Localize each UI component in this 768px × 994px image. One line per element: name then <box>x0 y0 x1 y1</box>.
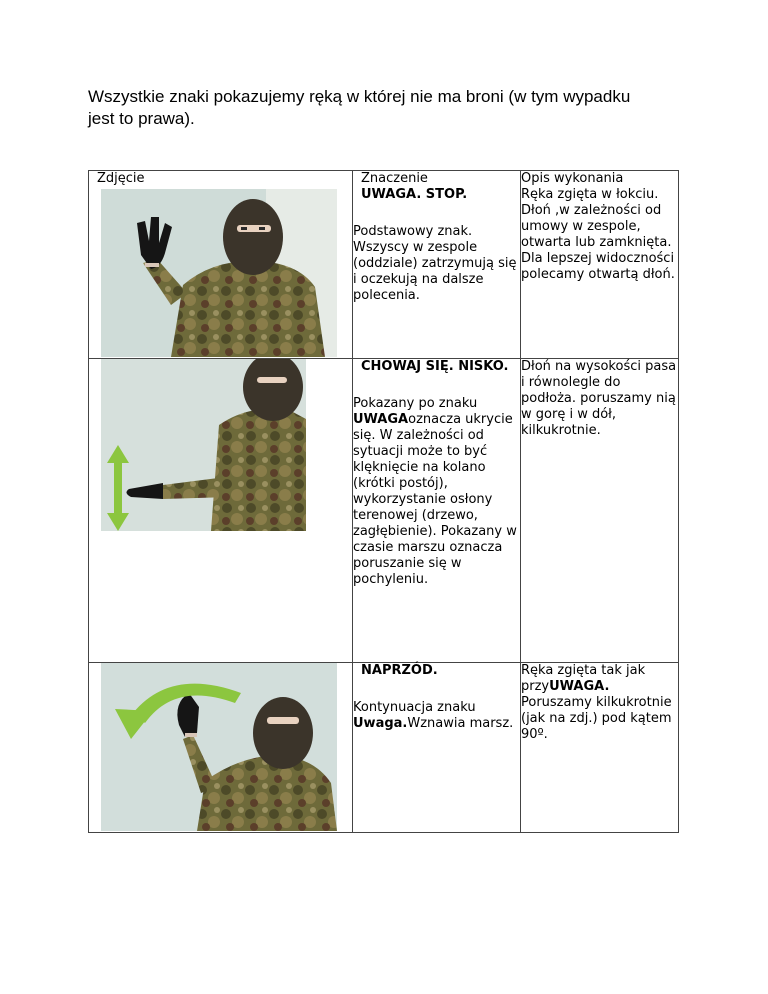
intro-line-1: Wszystkie znaki pokazujemy ręką w której nie ma broni (w tym wypadku <box>88 87 631 106</box>
header-meaning: Znaczenie <box>361 171 428 186</box>
table-row <box>89 663 679 833</box>
sign-description-post: Poruszamy kilkukrotnie (jak na zdj.) pod kątem 90º. <box>521 695 672 742</box>
sign-title: UWAGA. STOP. <box>361 187 468 202</box>
intro-line-2: jest to prawa). <box>88 109 195 128</box>
sign-meaning: Podstawowy znak. Wszyscy w zespole (oddziale) zatrzymują się i oczekują na dalsze polecenia. <box>353 224 517 303</box>
sign-description: Dłoń na wysokości pasa i równolegle do podłoża. poruszamy nią w gorę i w dół, kilkukrotnie. <box>521 359 677 438</box>
intro-text <box>88 86 688 130</box>
sign-meaning-pre: Kontynuacja znaku <box>353 700 476 715</box>
photo-cell <box>89 663 353 833</box>
photo-cell <box>89 171 353 359</box>
sign-meaning-bold: Uwaga. <box>353 716 408 731</box>
photo-soldier-forward <box>101 663 337 831</box>
sign-meaning-post: oznacza ukrycie się. W zależności od sytuacji może to być klęknięcie na kolano (krótki postój), wykorzystanie osłony terenowej (drzewo, zagłębienie). Pokazany w czasie marszu oznacza poruszanie się w pochyleniu. <box>353 412 517 587</box>
sign-title: NAPRZÓD. <box>361 663 438 678</box>
photo-cell <box>89 359 353 663</box>
meaning-cell <box>353 663 521 833</box>
meaning-cell <box>353 359 521 663</box>
sign-description: Ręka zgięta w łokciu. Dłoń ,w zależności od umowy w zespole, otwarta lub zamknięta. Dla lepszej widoczności polecamy otwartą dłoń. <box>521 187 675 282</box>
sign-meaning-post: Wznawia marsz. <box>407 716 514 731</box>
photo-soldier-stop <box>101 189 337 357</box>
sign-description-bold: UWAGA. <box>549 679 610 694</box>
sign-meaning-pre: Pokazany po znaku <box>353 396 478 411</box>
meaning-cell <box>353 171 521 359</box>
table-row <box>89 171 679 359</box>
header-description: Opis wykonania <box>521 171 624 186</box>
description-cell <box>521 171 679 359</box>
description-cell <box>521 359 679 663</box>
description-cell <box>521 663 679 833</box>
signs-table <box>88 170 679 833</box>
sign-description-pre: Ręka zgięta tak jak przy <box>521 663 646 694</box>
sign-meaning-bold: UWAGA <box>353 412 409 427</box>
table-row <box>89 359 679 663</box>
photo-soldier-crouch <box>101 359 306 531</box>
sign-title: CHOWAJ SIĘ. NISKO. <box>361 359 509 374</box>
header-photo: Zdjęcie <box>97 171 145 186</box>
